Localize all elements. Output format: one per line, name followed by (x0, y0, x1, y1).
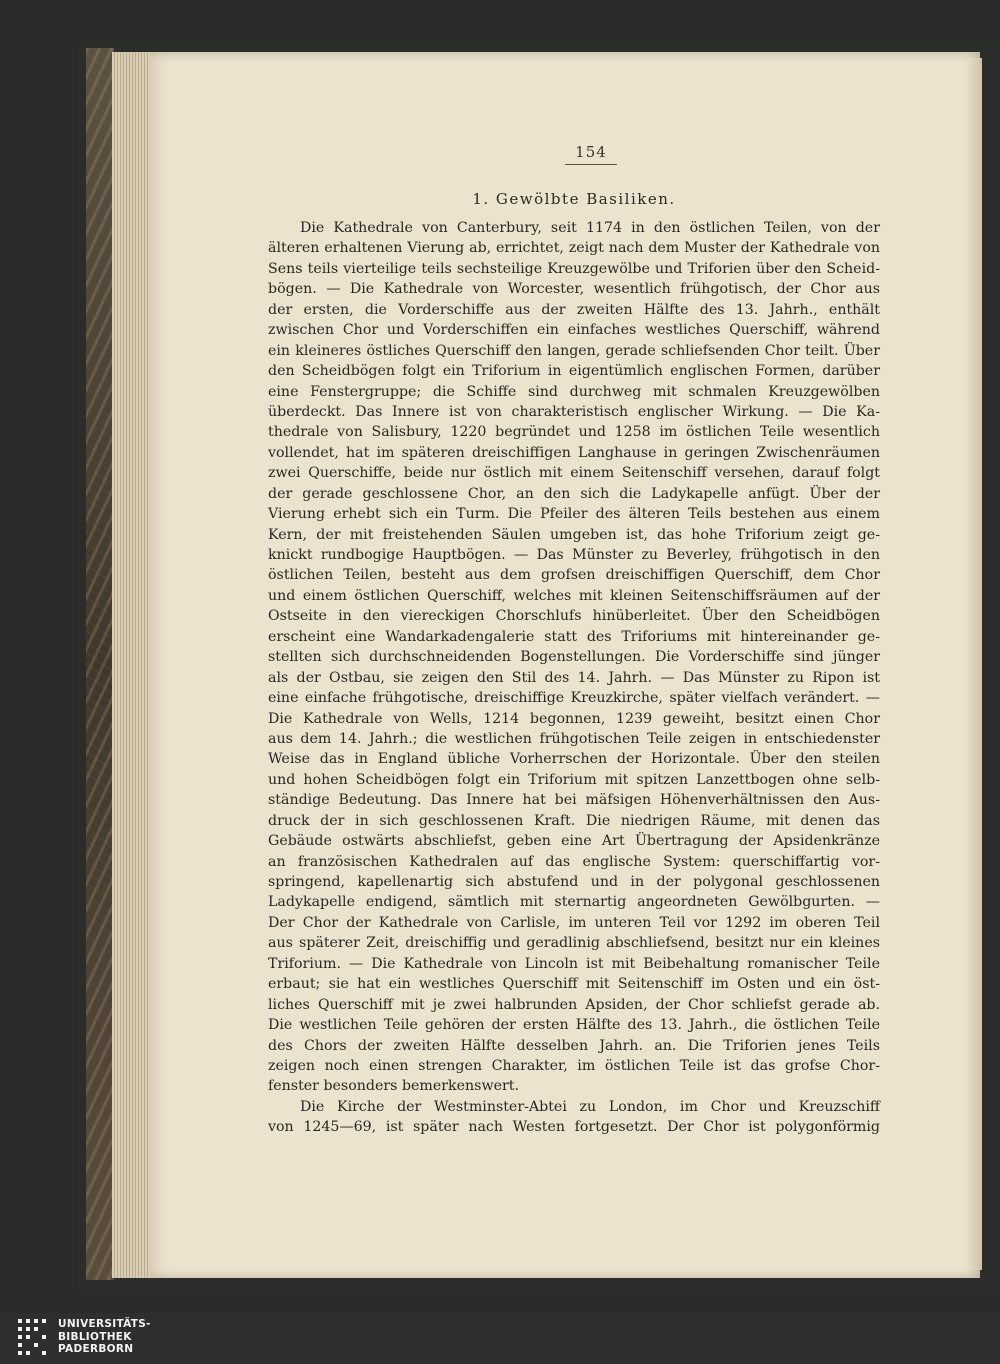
logo-line: BIBLIOTHEK (58, 1330, 132, 1343)
logo-line: UNIVERSITÄTS- (58, 1318, 151, 1330)
text-line: Sens teils vierteilige teils sechsteilige Kreuzgewölbe und Triforien über den Scheid- (268, 260, 880, 277)
text-line: Ostseite in den viereckigen Chorschlufs hinüberleitet. Über den Scheidbögen (268, 608, 880, 625)
text-line: Der Chor der Kathedrale von Carlisle, im unteren Teil vor 1292 im oberen Teil (268, 914, 880, 931)
text-line: vollendet, hat im späteren dreischiffigen Langhause in geringen Zwischenräumen (268, 444, 880, 461)
library-logo-text (58, 1318, 151, 1356)
text-line: erscheint eine Wandarkadengalerie statt des Triforiums mit hintereinander ge- (268, 628, 880, 645)
logo-line: PADERBORN (58, 1343, 134, 1355)
text-line: knickt rundbogige Hauptbögen. — Das Münster zu Beverley, frühgotisch in den (268, 547, 880, 563)
text-line: und hohen Scheidbögen folgt ein Triforium mit spitzen Lanzettbogen ohne selb- (268, 771, 880, 788)
text-line: aus dem 14. Jahrh.; die westlichen frühgotischen Teile zeigen in entschiedenster (268, 730, 880, 747)
text-line: Ladykapelle endigend, sämtlich mit sternartig angeordneten Gewölbgurten. — (268, 894, 880, 911)
text-line: östlichen Teilen, besteht aus dem grofsen dreischiffigen Querschiff, dem Chor (268, 567, 880, 584)
text-line: ständige Bedeutung. Das Innere hat bei mäfsigen Höhenverhältnissen den Aus- (268, 792, 880, 809)
text-line: fenster besonders bemerkenswert. (268, 1078, 519, 1095)
text-line: Die Kathedrale von Wells, 1214 begonnen, 1239 geweiht, besitzt einen Chor (268, 710, 880, 727)
page-number: 154 (565, 143, 617, 165)
text-line: eine einfache frühgotische, dreischiffige Kreuzkirche, später vielfach verändert. — (268, 690, 880, 707)
text-line: erbaut; sie hat ein westliches Querschiff mit Seitenschiff im Osten und ein öst- (268, 976, 880, 993)
text-line: Die westlichen Teile gehören der ersten Hälfte des 13. Jahrh., die östlichen Teile (268, 1017, 880, 1034)
text-line: zwischen Chor und Vorderschiffen ein einfaches westliches Querschiff, während (268, 322, 880, 339)
text-line: Triforium. — Die Kathedrale von Lincoln ist mit Beibehaltung romanischer Teile (268, 955, 880, 972)
text-line: an französischen Kathedralen auf das englische System: querschiffartig vor- (268, 853, 880, 870)
text-line: der gerade geschlossene Chor, an den sich die Ladykapelle anfügt. Über der (268, 485, 880, 502)
text-line: liches Querschiff mit je zwei halbrunden Apsiden, der Chor schliefst gerade ab. (268, 996, 880, 1013)
text-line: bögen. — Die Kathedrale von Worcester, wesentlich frühgotisch, der Chor aus (268, 281, 880, 298)
text-line: als der Ostbau, sie zeigen den Stil des 14. Jahrh. — Das Münster zu Ripon ist (268, 669, 880, 686)
text-line: der ersten, die Vorderschiffe aus der zweiten Hälfte des 13. Jahrh., enthält (268, 301, 880, 318)
page-edges (112, 52, 152, 1278)
marbled-cover-edge (86, 48, 114, 1280)
text-line: eine Fenstergruppe; die Schiffe sind durchweg mit schmalen Kreuzgewölben (268, 383, 880, 400)
university-library-logo-icon (16, 1317, 52, 1361)
text-line: den Scheidbögen folgt ein Triforium in eigentümlich englischen Formen, darüber (268, 363, 880, 380)
text-line: Vierung erhebt sich ein Turm. Die Pfeiler des älteren Teils bestehen aus einem (268, 506, 880, 523)
body-text (268, 218, 880, 1138)
text-line: Kern, der mit freistehenden Säulen umgeben ist, das hohe Triforium zeigt ge- (268, 526, 880, 543)
text-line: druck der in sich geschlossenen Kraft. Die niedrigen Räume, mit denen das (268, 812, 880, 829)
text-line: überdeckt. Das Innere ist von charakteristisch englischer Wirkung. — Die Ka- (268, 403, 880, 420)
text-line: stellten sich durchschneidenden Bogenstellungen. Die Vorderschiffe sind jünger (268, 649, 880, 666)
text-line: von 1245—69, ist später nach Westen fortgesetzt. Der Chor ist polygonförmig (268, 1119, 880, 1136)
text-line: zwei Querschiffe, beide nur östlich mit einem Seitenschiff versehen, darauf folgt (268, 465, 880, 482)
text-line: Weise das in England übliche Vorherrschen der Horizontale. Über den steilen (268, 751, 880, 768)
text-line: älteren erhaltenen Vierung ab, errichtet, zeigt nach dem Muster der Kathedrale von (268, 240, 880, 257)
text-line: und einem östlichen Querschiff, welches mit kleinen Seitenschiffsräumen auf der (268, 587, 880, 604)
text-line: Die Kathedrale von Canterbury, seit 1174 in den östlichen Teilen, von der (300, 220, 880, 236)
text-line: zeigen noch einen strengen Charakter, im östlichen Teile ist das grofse Chor- (268, 1057, 880, 1074)
text-line: Die Kirche der Westminster-Abtei zu London, im Chor und Kreuzschiff (300, 1098, 880, 1115)
text-line: ein kleineres östliches Querschiff den langen, gerade schliefsenden Chor teilt. Über (268, 342, 880, 359)
page-right-edge (968, 58, 982, 1270)
text-line: Gebäude ostwärts abschliefst, geben eine Art Übertragung der Apsidenkränze (268, 833, 880, 850)
section-heading: 1. Gewölbte Basiliken. (472, 190, 676, 208)
text-line: aus späterer Zeit, dreischiffig und geradlinig abschliefsend, besitzt nur ein kleines (268, 935, 880, 952)
text-line: des Chors der zweiten Hälfte desselben Jahrh. an. Die Triforien jenes Teils (268, 1037, 880, 1054)
text-line: springend, kapellenartig sich abstufend und in der polygonal geschlossenen (268, 874, 880, 890)
text-line: thedrale von Salisbury, 1220 begründet und 1258 im östlichen Teile wesentlich (268, 424, 880, 441)
